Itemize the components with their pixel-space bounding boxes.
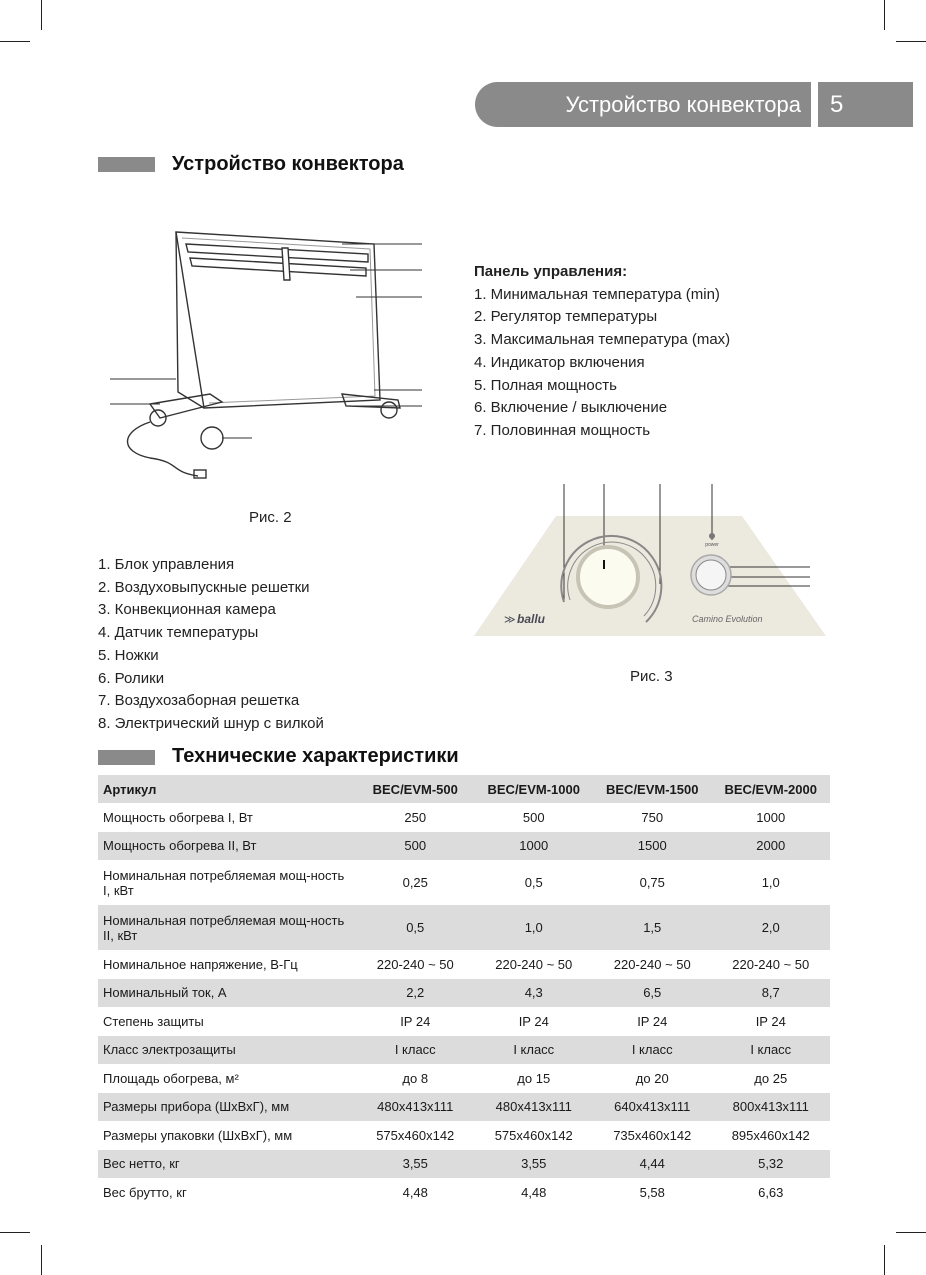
table-cell: 500 bbox=[522, 809, 545, 825]
row-label: Вес нетто, кг bbox=[98, 1150, 356, 1179]
crop-mark bbox=[0, 41, 30, 42]
table-cell: 4,48 bbox=[521, 1184, 547, 1200]
table-cell: 750 bbox=[641, 809, 664, 825]
table-header-row bbox=[98, 775, 830, 803]
row-label: Размеры упаковки (ШхВхГ), мм bbox=[103, 1127, 293, 1143]
crop-mark bbox=[896, 1232, 926, 1233]
table-cell: до 20 bbox=[635, 1070, 669, 1086]
list-item: 1. Минимальная температура (min) bbox=[474, 285, 720, 303]
table-cell: I класс bbox=[593, 1036, 712, 1065]
crop-mark bbox=[884, 0, 885, 30]
table-cell: I класс bbox=[712, 1036, 831, 1065]
roller bbox=[150, 410, 166, 426]
table-row bbox=[98, 1178, 830, 1207]
column-header: BEC/EVM-500 bbox=[356, 775, 475, 803]
table-cell: 1000 bbox=[475, 832, 594, 861]
table-row bbox=[98, 803, 830, 832]
table-cell: 1,5 bbox=[593, 905, 712, 950]
table-cell: 4,3 bbox=[475, 979, 594, 1008]
row-label: Размеры прибора (ШхВхГ), мм bbox=[98, 1093, 356, 1122]
table-row bbox=[98, 1093, 830, 1122]
table-cell: 0,5 bbox=[356, 905, 475, 950]
table-cell: до 25 bbox=[754, 1070, 788, 1086]
table-cell: 1000 bbox=[756, 809, 786, 825]
row-label: Номинальная потребляемая мощ-ность I, кВт bbox=[103, 867, 345, 898]
list-item: 8. Электрический шнур с вилкой bbox=[98, 714, 324, 732]
table-cell: 220-240 ~ 50 bbox=[732, 956, 810, 972]
table-cell: до 15 bbox=[517, 1070, 551, 1086]
table-row bbox=[98, 832, 830, 861]
row-label: Площадь обогрева, м² bbox=[103, 1070, 239, 1086]
table-cell: 640x413x111 bbox=[593, 1093, 712, 1122]
table-cell: 575x460x142 bbox=[494, 1127, 573, 1143]
table-cell: 3,55 bbox=[356, 1150, 475, 1179]
table-row bbox=[98, 1150, 830, 1179]
list-item: 6. Ролики bbox=[98, 669, 165, 687]
table-cell: 0,5 bbox=[524, 875, 543, 890]
column-header: BEC/EVM-1500 bbox=[593, 775, 712, 803]
control-panel-illustration bbox=[474, 484, 826, 638]
table-row bbox=[98, 1064, 830, 1093]
power-label: power bbox=[705, 542, 719, 548]
list-item: 2. Регулятор температуры bbox=[474, 308, 658, 326]
crop-mark bbox=[0, 1232, 30, 1233]
table-row bbox=[98, 905, 830, 950]
figure-3-caption: Рис. 3 bbox=[630, 668, 673, 685]
row-label: Номинальная потребляемая мощ-ность II, кВт bbox=[98, 905, 356, 950]
table-cell: 735x460x142 bbox=[613, 1127, 692, 1143]
row-label: Степень защиты bbox=[103, 1013, 204, 1029]
table-cell: 6,63 bbox=[758, 1184, 784, 1200]
table-row bbox=[98, 1121, 830, 1150]
list-item: 7. Воздухозаборная решетка bbox=[98, 692, 300, 710]
convector-illustration bbox=[110, 222, 430, 492]
running-header-title: Устройство конвектора bbox=[475, 82, 811, 127]
row-label: Номинальное напряжение, В-Гц bbox=[103, 956, 298, 972]
list-item: 2. Воздуховыпускные решетки bbox=[98, 578, 310, 596]
list-item: 1. Блок управления bbox=[98, 556, 235, 573]
table-cell: 0,25 bbox=[402, 875, 428, 890]
table-cell: 480x413x111 bbox=[475, 1093, 594, 1122]
table-cell: 250 bbox=[404, 809, 427, 825]
crop-mark bbox=[896, 41, 926, 42]
table-cell: 1,0 bbox=[475, 905, 594, 950]
list-item: 5. Полная мощность bbox=[474, 376, 617, 394]
power-cord bbox=[128, 422, 199, 476]
model-script: Camino Evolution bbox=[692, 614, 763, 624]
section-marker bbox=[98, 157, 155, 172]
ballu-mark: ≫ bbox=[504, 614, 516, 626]
table-cell: 2,0 bbox=[712, 905, 831, 950]
table-cell: 220-240 ~ 50 bbox=[495, 956, 573, 972]
table-cell: 5,32 bbox=[712, 1150, 831, 1179]
list-item: 4. Индикатор включения bbox=[474, 353, 645, 371]
figure-2-caption: Рис. 2 bbox=[249, 509, 292, 526]
table-cell: 3,55 bbox=[475, 1150, 594, 1179]
table-cell: IP 24 bbox=[637, 1013, 668, 1029]
table-cell: I класс bbox=[356, 1036, 475, 1065]
row-label: Вес брутто, кг bbox=[103, 1184, 187, 1200]
power-switch bbox=[696, 560, 726, 590]
table-cell: 2000 bbox=[712, 832, 831, 861]
row-label: Мощность обогрева I, Вт bbox=[103, 809, 253, 825]
table-cell: 0,75 bbox=[639, 875, 665, 890]
table-cell: 1,0 bbox=[761, 875, 780, 890]
table-cell: I класс bbox=[475, 1036, 594, 1065]
row-label: Класс электрозащиты bbox=[98, 1036, 356, 1065]
section-marker bbox=[98, 750, 155, 765]
list-item: 7. Половинная мощность bbox=[474, 421, 651, 439]
column-header: BEC/EVM-1000 bbox=[475, 775, 594, 803]
table-row bbox=[98, 1007, 830, 1036]
row-label: Мощность обогрева II, Вт bbox=[98, 832, 356, 861]
control-panel-title: Панель управления: bbox=[474, 263, 628, 280]
table-cell: 500 bbox=[356, 832, 475, 861]
table-cell: 220-240 ~ 50 bbox=[376, 956, 454, 972]
table-cell: 800x413x111 bbox=[712, 1093, 831, 1122]
table-cell: IP 24 bbox=[755, 1013, 786, 1029]
column-header: BEC/EVM-2000 bbox=[712, 775, 831, 803]
list-item: 5. Ножки bbox=[98, 646, 159, 664]
column-header: Артикул bbox=[98, 775, 356, 803]
table-cell: 480x413x111 bbox=[356, 1093, 475, 1122]
table-row bbox=[98, 979, 830, 1008]
table-cell: 4,48 bbox=[402, 1184, 428, 1200]
table-cell: 5,58 bbox=[639, 1184, 665, 1200]
table-cell: 8,7 bbox=[712, 979, 831, 1008]
brand-logo: ballu bbox=[517, 612, 546, 626]
plug bbox=[194, 470, 206, 478]
thermostat-knob bbox=[578, 547, 638, 607]
list-item: 3. Конвекционная камера bbox=[98, 601, 276, 619]
crop-mark bbox=[41, 1245, 42, 1275]
table-cell: до 8 bbox=[402, 1070, 429, 1086]
table-cell: 2,2 bbox=[356, 979, 475, 1008]
page-number: 5 bbox=[818, 82, 913, 127]
table-row bbox=[98, 1036, 830, 1065]
table-cell: 895x460x142 bbox=[731, 1127, 810, 1143]
crop-mark bbox=[41, 0, 42, 30]
crop-mark bbox=[884, 1245, 885, 1275]
control-panel-legend bbox=[474, 261, 730, 443]
power-indicator-light bbox=[709, 533, 715, 539]
specs-table bbox=[98, 775, 830, 1207]
table-row bbox=[98, 950, 830, 979]
list-item: 3. Максимальная температура (max) bbox=[474, 331, 731, 349]
parts-legend bbox=[98, 554, 324, 736]
row-label: Номинальный ток, А bbox=[98, 979, 356, 1008]
table-row bbox=[98, 860, 830, 905]
table-cell: 6,5 bbox=[593, 979, 712, 1008]
list-item: 6. Включение / выключение bbox=[474, 399, 668, 417]
table-cell: IP 24 bbox=[400, 1013, 431, 1029]
list-item: 4. Датчик температуры bbox=[98, 624, 259, 642]
table-cell: 4,44 bbox=[593, 1150, 712, 1179]
table-cell: IP 24 bbox=[518, 1013, 549, 1029]
table-cell: 220-240 ~ 50 bbox=[613, 956, 691, 972]
section-title-specs: Технические характеристики bbox=[172, 745, 459, 767]
table-cell: 575x460x142 bbox=[376, 1127, 455, 1143]
section-title-device: Устройство конвектора bbox=[172, 153, 404, 175]
table-cell: 1500 bbox=[593, 832, 712, 861]
